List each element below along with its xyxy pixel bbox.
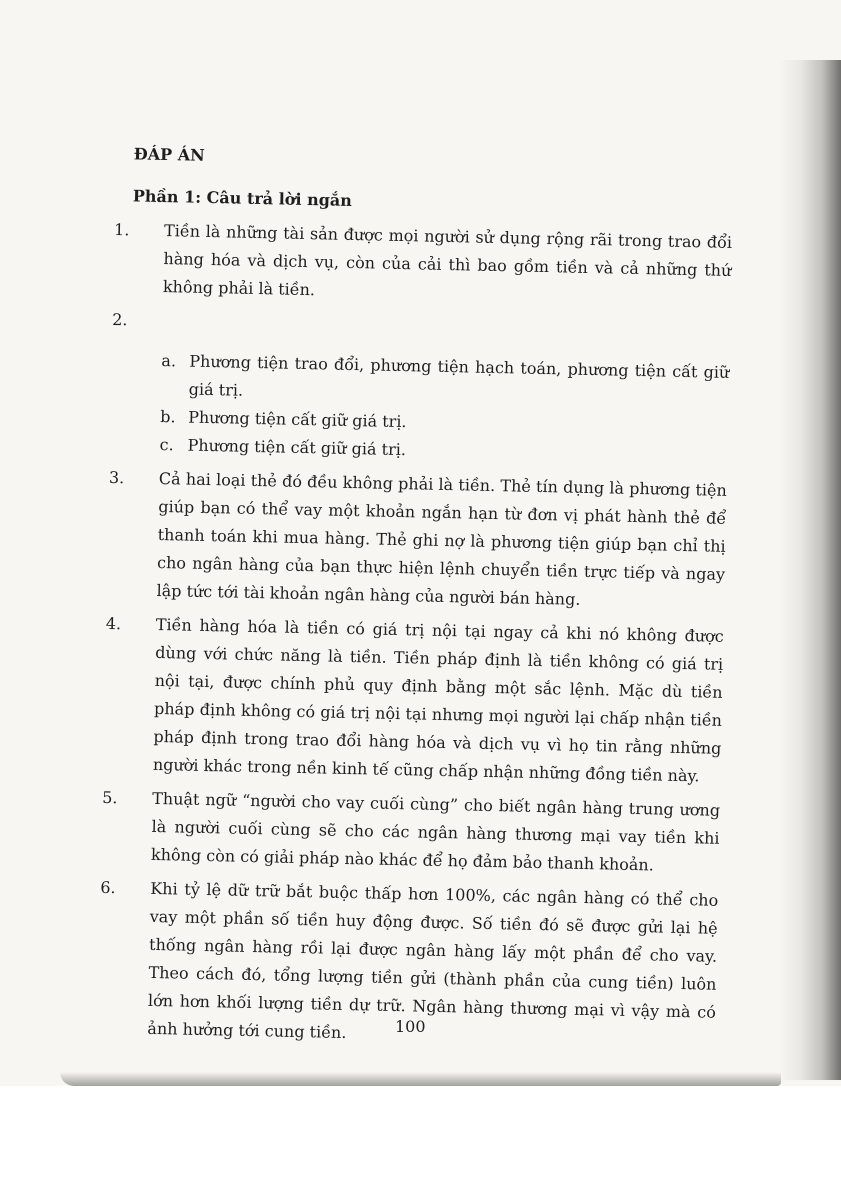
sub-item-letter: a. [161, 351, 177, 371]
page-bottom-shadow [60, 1072, 781, 1086]
answer-text: Tiền hàng hóa là tiền có giá trị nội tại ngay cả khi nó không được dùng với chức năng là tiền. Tiền pháp định là tiền không có giá trị nội tại, được chính phủ quy định bằng một sắc lệnh. Mặc dù tiền pháp định không có giá trị nội tại nhưng mọi người lại chấp nhận tiền pháp định trong trao đổi hàng hóa và dịch vụ vì họ tin rằng những người khác trong nền kinh tế cũng chấp nhận những đồng tiền này. [152, 614, 724, 786]
scan-background [0, 1086, 841, 1191]
answer-text: Khi tỷ lệ dữ trữ bắt buộc thấp hơn 100%, các ngân hàng có thể cho vay một phần số tiền huy động được. Số tiền đó sẽ được gửi lại hệ thống ngân hàng rồi lại được ngân hàng lấy một phần để cho vay. Theo cách đó, tổng lượng tiền gửi (thành phần của cung tiền) luôn lớn hơn khối lượng tiền dự trữ. Ngân hàng thương mại vì vậy mà có ảnh hưởng tới cung tiền. [147, 878, 719, 1043]
page-number: 100 [395, 1017, 426, 1036]
answer-text: Tiền là những tài sản được mọi người sử dụng rộng rãi trong trao đổi hàng hóa và dịch vụ, còn của cải thì bao gồm tiền và cả những thứ không phải là tiền. [162, 221, 733, 300]
answer-text [162, 311, 167, 330]
answer-content [97, 140, 734, 1061]
answer-item-5 [101, 784, 721, 881]
answer-text: Cả hai loại thẻ đó đều không phải là tiền. Thẻ tín dụng là phương tiện giúp bạn có thể vay một khoản ngắn hạn từ đơn vị phát hành thẻ để thanh toán khi mua hàng. Thẻ ghi nợ là phương tiện giúp bạn chỉ thị cho ngân hàng của bạn thực hiện lệnh chuyển tiền trực tiếp và ngay lập tức tới tài khoản ngân hàng của người bán hàng. [156, 468, 727, 609]
answer-2-sublist [159, 347, 729, 471]
sub-item-text: Phương tiện trao đổi, phương tiện hạch toán, phương tiện cất giữ giá trị. [188, 351, 730, 400]
sub-item-letter: c. [159, 434, 174, 455]
answer-number: 3. [108, 467, 125, 488]
answer-item-3 [106, 464, 727, 617]
answer-number: 6. [100, 877, 116, 898]
sub-item-text: Phương tiện cất giữ giá trị. [187, 435, 407, 460]
answer-item-1 [113, 216, 733, 313]
sub-item-text: Phương tiện cất giữ giá trị. [188, 407, 407, 432]
answer-item-2 [109, 306, 730, 471]
page-binding-shadow [779, 60, 841, 1080]
answer-number: 5. [102, 787, 118, 808]
answer-number: 4. [105, 613, 122, 634]
answer-item-4 [103, 610, 724, 791]
sub-item-letter: b. [160, 406, 176, 427]
answer-number: 2. [112, 309, 128, 330]
answer-text: Thuật ngữ “người cho vay cuối cùng” cho biết ngân hàng trung ương là người cuối cùng sẽ cho các ngân hàng thương mại vay tiền khi không còn có giải pháp nào khác để họ đảm bảo thanh khoản. [150, 788, 721, 875]
answer-number: 1. [113, 219, 130, 240]
section-title: Phần 1: Câu trả lời ngắn [132, 186, 353, 210]
page-heading: ĐÁP ÁN [133, 144, 205, 165]
